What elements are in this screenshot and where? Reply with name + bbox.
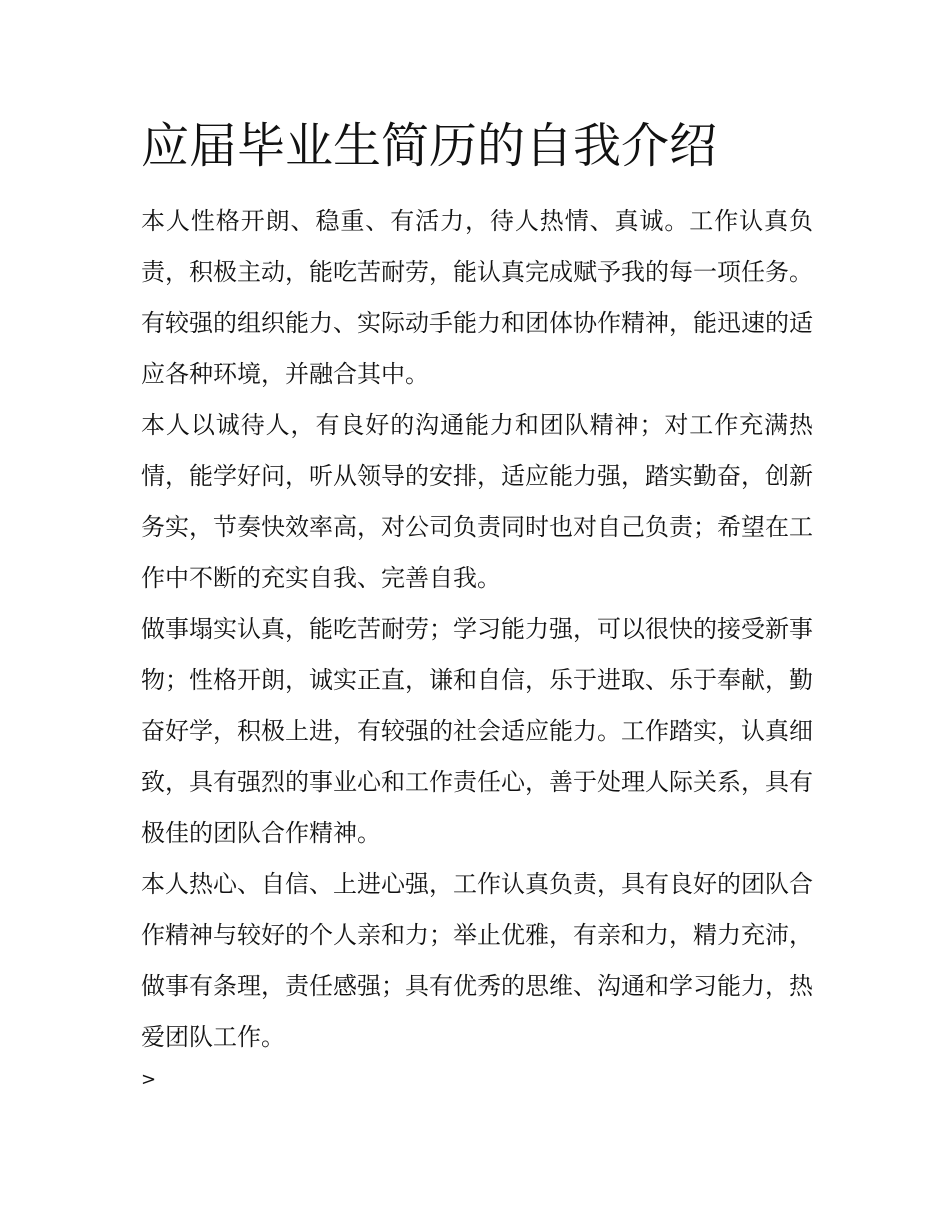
document-body	[141, 196, 813, 1063]
document-title: 应届毕业生简历的自我介绍	[141, 118, 718, 174]
end-marker: >	[141, 1069, 157, 1090]
paragraph-1: 本人性格开朗、稳重、有活力，待人热情、真诚。工作认真负责，积极主动，能吃苦耐劳，能认真完成赋予我的每一项任务。有较强的组织能力、实际动手能力和团体协作精神，能迅速的适应各种环境，并融合其中。	[141, 207, 813, 388]
paragraph-3: 做事塌实认真，能吃苦耐劳；学习能力强，可以很快的接受新事物；性格开朗，诚实正直，谦和自信，乐于进取、乐于奉献，勤奋好学，积极上进，有较强的社会适应能力。工作踏实，认真细致，具有强烈的事业心和工作责任心，善于处理人际关系，具有极佳的团队合作精神。	[141, 615, 813, 847]
paragraph-2: 本人以诚待人，有良好的沟通能力和团队精神；对工作充满热情，能学好问，听从领导的安排，适应能力强，踏实勤奋，创新务实，节奏快效率高，对公司负责同时也对自己负责；希望在工作中不断的充实自我、完善自我。	[141, 411, 813, 592]
paragraph-4: 本人热心、自信、上进心强，工作认真负责，具有良好的团队合作精神与较好的个人亲和力；举止优雅，有亲和力，精力充沛，做事有条理，责任感强；具有优秀的思维、沟通和学习能力，热爱团队工作。	[141, 870, 813, 1051]
